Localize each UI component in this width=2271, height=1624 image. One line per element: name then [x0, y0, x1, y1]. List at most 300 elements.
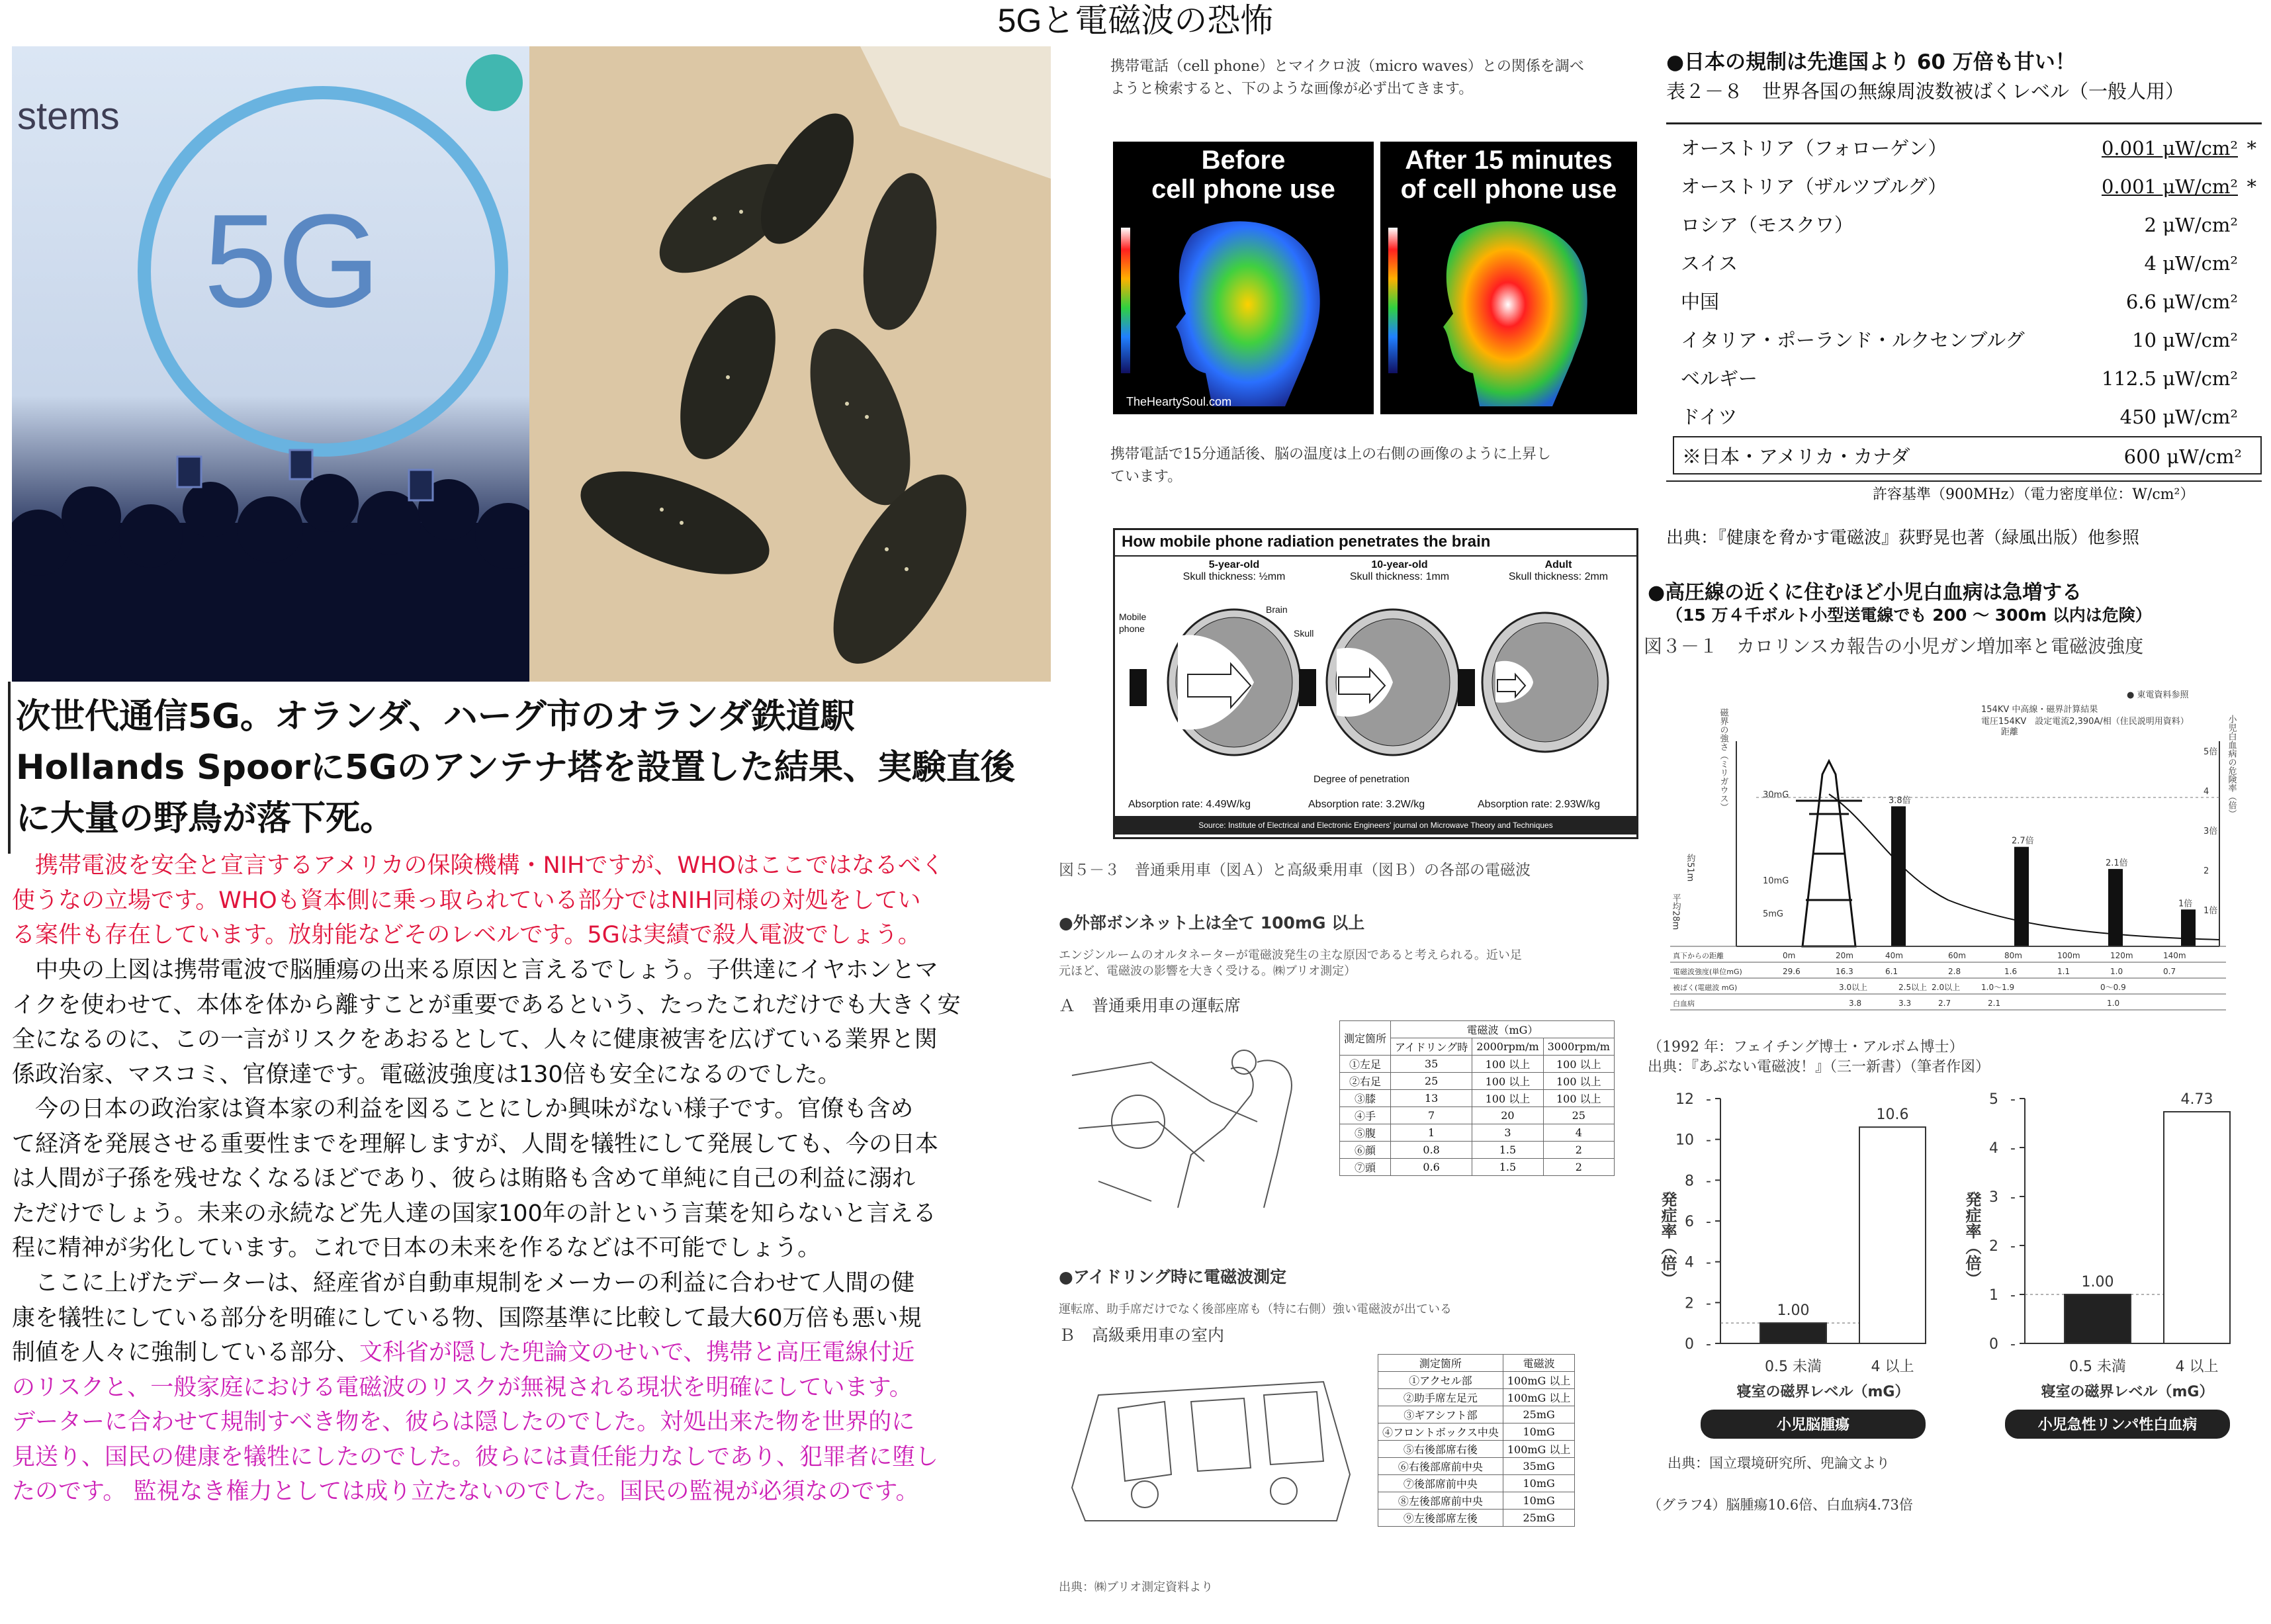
absorption-rate-1: Absorption rate: 4.49W/kg — [1128, 799, 1251, 810]
text-line: 全になるのに、この一言がリスクをあおるとして、人々に健康被害を広げている業界と関 — [12, 1026, 938, 1053]
table-cell: ②助手席左足元 — [1378, 1389, 1503, 1406]
idling-note: 運転席、助手席だけでなく後部座席も（特に右側）強い電磁波が出ている — [1059, 1302, 1452, 1316]
table-row — [1340, 1090, 1615, 1107]
right-tick-label: 2 — [2204, 866, 2209, 876]
table-row — [1340, 1159, 1615, 1176]
x-tick-label: 4 以上 — [2175, 1359, 2219, 1375]
bonnet-heading: ●外部ボンネット上は全て 100mG 以上 — [1059, 913, 1365, 932]
right-tick-label: 1倍 — [2204, 906, 2218, 916]
y-tick-label: 0 — [1989, 1336, 1998, 1353]
table-row — [1378, 1406, 1575, 1423]
y-tick-dash: - — [1706, 1214, 1711, 1230]
table-row — [1378, 1423, 1575, 1441]
table-a — [1339, 1020, 1615, 1176]
power-tower-icon — [1796, 761, 1862, 946]
skull-label: Skull — [1294, 628, 1314, 639]
y-tick-dash: - — [2010, 1189, 2016, 1206]
table-cell: 10mG — [1503, 1492, 1575, 1510]
fig-3-1-caption: 図３－１ カロリンスカ報告の小児ガン増加率と電磁波強度 — [1644, 635, 2144, 657]
text-line: 今の日本の政治家は資本家の利益を図ることにしか興味がない様子です。官僚も含め — [12, 1096, 914, 1122]
distance-cell: 80m — [2004, 951, 2022, 960]
skull-label: Skull thickness: 1mm — [1349, 571, 1450, 582]
y-tick-label: 5 — [1989, 1091, 1998, 1108]
exposure-value: 450 μW/cm² — [2119, 406, 2238, 428]
table-cell: ⑦後部席前中央 — [1378, 1475, 1503, 1492]
text-line: て経済を発展させる重要性までを理解しますが、人間を犠牲にして発展しても、今の日本 — [12, 1130, 939, 1157]
title-line: After 15 minutes — [1405, 146, 1613, 175]
divider — [1115, 555, 1636, 557]
section-b-heading: Ｂ 高級乗用車の室内 — [1059, 1326, 1225, 1345]
risk-bar-label: 3.8倍 — [1889, 795, 1911, 806]
y-tick-label: 10 — [1675, 1132, 1694, 1149]
brain-source: Source: Institute of Electrical and Electronic Engineers' journal on Microwave Theory and Techniques — [1115, 816, 1636, 835]
table-row — [1340, 1142, 1615, 1159]
distance-cell: 60m — [1948, 951, 1966, 960]
table-cell: 100 以上 — [1472, 1090, 1543, 1107]
risk-bar-label: 1倍 — [2178, 899, 2193, 909]
table-row — [1378, 1458, 1575, 1475]
y-tick-label: 4 — [1685, 1254, 1694, 1271]
regulation-source: 出典：『健康を脅かす電磁波』荻野晃也著（緑風出版）他参照 — [1666, 528, 2140, 548]
table-row — [1378, 1492, 1575, 1510]
y-tick-dash: - — [2010, 1091, 2016, 1108]
leukemia-cell: 1.0 — [2107, 999, 2120, 1008]
exposure-value: 2 μW/cm² — [2144, 214, 2238, 236]
text-line: ています。 — [1110, 469, 1182, 485]
chart-source: 出典：国立環境研究所、兜論文より — [1668, 1455, 1890, 1471]
table-row — [1378, 1372, 1575, 1389]
country-name: ※日本・アメリカ・カナダ — [1682, 445, 1910, 468]
bonnet-note — [1059, 948, 1522, 979]
table-row — [1378, 1510, 1575, 1527]
table-cell: ⑨左後部席左後 — [1378, 1510, 1503, 1527]
label-line: phone — [1119, 623, 1145, 634]
text-line: エンジンルームのオルタネーターが電磁波発生の主な原因であると考えられる。近い足 — [1059, 948, 1522, 962]
regulation-table — [1666, 129, 2262, 480]
table-cell: 25 — [1391, 1073, 1472, 1090]
citation-2: 出典：『あぶない電磁波！』（三一新書）（筆者作図） — [1648, 1059, 1990, 1075]
exposure-value: 600 μW/cm² — [2123, 445, 2242, 468]
brain-label: Brain — [1266, 604, 1288, 615]
power-line-chart — [1670, 688, 2252, 1019]
table-cell: 100 以上 — [1543, 1073, 1614, 1090]
text-line: る案件も存在しています。放射能などそのレベルです。5Gは実績で殺人電波でしょう。 — [12, 922, 921, 948]
text-line: イクを使わせて、本体を体から離すことが重要であるという、たったこれだけでも大きく安 — [12, 991, 961, 1018]
leukemia-cell: 3.8 — [1849, 999, 1862, 1008]
table-cell: 25mG — [1503, 1406, 1575, 1423]
y-tick-dash: - — [1706, 1336, 1711, 1353]
table-cell: 13 — [1391, 1090, 1472, 1107]
table-top-rule — [1666, 122, 2262, 124]
paragraph-brain-tumor — [12, 953, 1031, 1092]
mg-label: 30mG — [1763, 790, 1789, 800]
text-line: ここに上げたデーターは、経産省が自動車規制をメーカーの利益に合わせて人間の健 — [12, 1270, 915, 1296]
mg-cell: 16.3 — [1836, 967, 1853, 976]
table-cell: 4 — [1543, 1124, 1614, 1142]
audience-silhouette — [12, 443, 529, 682]
table-cell: 2 — [1543, 1159, 1614, 1176]
y-tick-dash: - — [1706, 1254, 1711, 1271]
distance-label: 距離 — [2001, 727, 2019, 737]
x-tick-label: 0.5 未満 — [1765, 1359, 1822, 1375]
thermo-before-image — [1113, 142, 1374, 414]
regulation-row — [1681, 244, 2256, 283]
y-tick-dash: - — [1706, 1091, 1711, 1108]
exposure-value: 0.001 μW/cm² — [2101, 137, 2238, 159]
paragraph-politicians — [12, 1092, 1031, 1266]
table-cell: 100 以上 — [1543, 1090, 1614, 1107]
table-cell: ②右足 — [1340, 1073, 1391, 1090]
mg-label: 5mG — [1763, 909, 1784, 919]
text-line-highlight: たのです。 監視なき権力としては成り立たないのでした。国民の監視が必須なのです。 — [12, 1478, 919, 1505]
country-name: 中国 — [1681, 291, 1720, 313]
table-row — [1378, 1389, 1575, 1406]
citation-1: （1992 年：フェイチング博士・アルボム博士） — [1648, 1039, 1964, 1056]
table-cell: 0.6 — [1391, 1159, 1472, 1176]
table-cell: ⑧左後部席前中央 — [1378, 1492, 1503, 1510]
table-row — [1378, 1441, 1575, 1458]
risk-bar — [2108, 869, 2123, 946]
idling-heading: ●アイドリング時に電磁波測定 — [1059, 1267, 1287, 1286]
table-header: アイドリング時 — [1391, 1038, 1472, 1056]
y-tick-dash: - — [2010, 1140, 2016, 1157]
x-tick-label: 4 以上 — [1871, 1359, 1914, 1375]
car-source: 出典：㈱ブリオ測定資料より — [1059, 1580, 1214, 1594]
exposure-cell: 0～0.9 — [2100, 983, 2126, 992]
leukemia-bar-chart — [1952, 1079, 2256, 1449]
right-tick-label: 3倍 — [2204, 827, 2218, 836]
right-tick-label: 5倍 — [2204, 747, 2218, 757]
y-axis-label: 発症率（倍） — [1658, 1191, 1677, 1286]
chart-title: 小児脳腫瘍 — [1776, 1417, 1850, 1433]
table-bottom-rule — [1666, 480, 2262, 482]
title-line: Before — [1201, 146, 1286, 175]
leukemia-subheading: （15 万４千ボルト小型送電線でも 200 ～ 300m 以内は危険） — [1666, 606, 2152, 625]
skull-label: Skull thickness: 2mm — [1508, 571, 1609, 582]
brain-tumor-bar-chart — [1648, 1079, 1945, 1449]
caption-line: 次世代通信5G。オランダ、ハーグ市のオランダ鉄道駅 — [16, 697, 855, 737]
regulation-row — [1681, 359, 2256, 398]
text-line: 携帯電波を安全と宣言するアメリカの保険機構・NIHですが、WHOはここではなるべく — [12, 852, 944, 879]
mg-label: 10mG — [1763, 876, 1789, 886]
regulation-row — [1681, 167, 2256, 206]
distance-cell: 140m — [2163, 951, 2186, 960]
caption-line: Hollands Spoorに5Gのアンテナ塔を設置した結果、実験直後 — [16, 748, 1015, 788]
regulation-row — [1681, 283, 2256, 321]
middle-intro — [1110, 56, 1640, 101]
text-line: 元ほど、電磁波の影響を大きく受ける。㈱ブリオ測定） — [1059, 964, 1357, 978]
regulation-row — [1681, 206, 2256, 244]
distance-cell: 120m — [2110, 951, 2133, 960]
data-label: 10.6 — [1876, 1106, 1909, 1124]
country-name: オーストリア（フォローゲン） — [1681, 137, 1947, 159]
table-cell: 3 — [1472, 1124, 1543, 1142]
risk-bar — [1891, 806, 1906, 946]
table-header: 電磁波 — [1503, 1355, 1575, 1372]
exposure-cell: 1.0～1.9 — [1981, 983, 2015, 992]
chart-note: 154KV 中高線・磁界計算結果 — [1981, 705, 2098, 715]
thermo-before-title — [1113, 146, 1374, 204]
distance-cell: 40m — [1885, 951, 1903, 960]
table-cell: ④フロントボックス中央 — [1378, 1423, 1503, 1441]
data-label: 1.00 — [1777, 1302, 1810, 1320]
table-cell: 10mG — [1503, 1475, 1575, 1492]
data-label: 1.00 — [2081, 1274, 2114, 1290]
5g-logo-text: 5G — [204, 187, 380, 335]
table-header: 電磁波（mG） — [1391, 1021, 1615, 1038]
risk-bar — [2181, 909, 2196, 946]
degree-label: Degree of penetration — [1314, 774, 1410, 785]
caption-rule — [8, 682, 11, 854]
leukemia-cell: 2.1 — [1988, 999, 2001, 1008]
table-cell: 0.8 — [1391, 1142, 1472, 1159]
regulation-note: 許容基準（900MHz）（電力密度単位：W/cm²） — [1873, 486, 2195, 503]
exposure-value: 6.6 μW/cm² — [2125, 291, 2238, 313]
table-cell: 25mG — [1503, 1510, 1575, 1527]
star-mark: * — [2247, 175, 2256, 198]
y-tick-label: 2 — [1685, 1295, 1694, 1312]
regulation-table-title: 表２－８ 世界各国の無線周波数被ばくレベル（一般人用） — [1666, 80, 2185, 103]
table-row — [1340, 1073, 1615, 1090]
table-cell: ⑥顔 — [1340, 1142, 1391, 1159]
tower-height-label: 約51m — [1685, 854, 1695, 882]
exposure-value: 10 μW/cm² — [2132, 329, 2238, 351]
table-cell: 1 — [1391, 1124, 1472, 1142]
table-row-label: 白血病 — [1673, 999, 1695, 1008]
brain-col-3 — [1492, 559, 1625, 583]
y-tick-dash: - — [1706, 1173, 1711, 1190]
chart-title: 小児急性リンパ性白血病 — [2037, 1417, 2198, 1433]
regulation-row — [1673, 436, 2262, 474]
stage-banner-text: stems — [17, 95, 120, 138]
brain-penetration-figure — [1113, 528, 1638, 839]
table-cell: ③膝 — [1340, 1090, 1391, 1107]
table-b — [1378, 1354, 1575, 1527]
brain-col-2 — [1333, 559, 1466, 583]
y-axis-label-right: 小児白血病の危険率（倍） — [2226, 715, 2237, 818]
table-cell: 35mG — [1503, 1458, 1575, 1475]
age-label: 10-year-old — [1371, 559, 1428, 570]
table-cell: ⑦頭 — [1340, 1159, 1391, 1176]
skull-diagrams — [1115, 590, 1636, 788]
data-bar — [2164, 1112, 2230, 1343]
age-label: Adult — [1544, 559, 1572, 570]
table-header: 2000rpm/m — [1472, 1038, 1543, 1056]
y-tick-label: 8 — [1685, 1173, 1694, 1190]
mg-cell: 6.1 — [1885, 967, 1898, 976]
text-line: 使うなの立場です。WHOも資本側に乗っ取られている部分ではNIH同様の対処をしてい — [12, 887, 921, 914]
y-tick-label: 2 — [1989, 1238, 1998, 1255]
thermo-after-title — [1380, 146, 1637, 204]
car-b-interior-sketch — [1059, 1355, 1364, 1534]
exposure-value: 4 μW/cm² — [2144, 252, 2238, 275]
data-label: 4.73 — [2180, 1091, 2213, 1108]
exposure-value: 112.5 μW/cm² — [2101, 367, 2238, 390]
table-row — [1340, 1056, 1615, 1073]
mg-cell: 29.6 — [1783, 967, 1801, 976]
label-line: Mobile — [1119, 611, 1147, 622]
y-tick-label: 6 — [1685, 1214, 1694, 1230]
table-cell: 10mG — [1503, 1423, 1575, 1441]
leukemia-cell: 2.7 — [1938, 999, 1951, 1008]
table-cell: ⑤腹 — [1340, 1124, 1391, 1142]
distance-cell: 0m — [1783, 951, 1796, 960]
distance-cell: 20m — [1836, 951, 1853, 960]
y-axis-label: 発症率（倍） — [1963, 1191, 1981, 1286]
text-line: 携帯電話で15分通話後、脳の温度は上の右側の画像のように上昇し — [1110, 446, 1551, 463]
photo-caption — [16, 692, 1048, 844]
text-line-highlight: 見送り、国民の健康を犠牲にしたのでした。彼らには責任能力なしであり、犯罪者に堕し — [12, 1443, 939, 1470]
y-tick-label: 4 — [1989, 1140, 1998, 1157]
x-tick-label: 0.5 未満 — [2069, 1359, 2126, 1375]
y-tick-label: 3 — [1989, 1189, 1998, 1206]
y-tick-label: 12 — [1675, 1091, 1694, 1108]
table-row-label: 電磁波強度(単位mG) — [1673, 968, 1742, 976]
mg-cell: 2.8 — [1948, 967, 1961, 976]
regulation-row — [1681, 129, 2256, 167]
chart-note: 電圧154KV 設定電流2,390A/相（住民説明用資料） — [1981, 717, 2189, 727]
text-span: 制値を人々に強制している部分、 — [12, 1339, 360, 1366]
text-line-highlight: データーに合わせて規制すべき物を、彼らは隠したのでした。対処出来た物を世界的に — [12, 1409, 915, 1435]
mg-cell: 1.1 — [2057, 967, 2071, 976]
table-cell: ④手 — [1340, 1107, 1391, 1124]
mg-cell: 1.0 — [2110, 967, 2123, 976]
table-row — [1340, 1124, 1615, 1142]
thermo-after-image — [1380, 142, 1637, 414]
table-cell: ①アクセル部 — [1378, 1372, 1503, 1389]
y-tick-dash: - — [2010, 1287, 2016, 1304]
right-tick-label: 4 — [2204, 787, 2209, 797]
table-cell: 20 — [1472, 1107, 1543, 1124]
text-line: 中央の上図は携帯電波で脳腫瘍の出来る原因と言えるでしょう。子供達にイヤホンとマ — [12, 957, 938, 983]
y-axis-label-left: 磁界の強さ（ミリガウス） — [1718, 708, 1728, 811]
star-mark: * — [2247, 137, 2256, 159]
table-cell: 100 以上 — [1543, 1056, 1614, 1073]
absorption-rate-3: Absorption rate: 2.93W/kg — [1478, 799, 1600, 810]
absorption-rate-2: Absorption rate: 3.2W/kg — [1308, 799, 1425, 810]
car-a-interior-sketch — [1059, 1022, 1323, 1221]
text-line-highlight: のリスクと、一般家庭における電磁波のリスクが無視される現状を明確にしています。 — [12, 1374, 913, 1401]
watermark-text: TheHeartySoul.com — [1126, 395, 1232, 408]
country-name: ドイツ — [1681, 406, 1738, 428]
exposure-value: 0.001 μW/cm² — [2101, 175, 2238, 198]
text-line: ただけでしょう。未来の永続など先人達の国家100年の計という言葉を知らないと言える — [12, 1200, 936, 1227]
table-cell: 100 以上 — [1472, 1056, 1543, 1073]
thermo-before-head — [1113, 208, 1374, 414]
table-cell: 100mG 以上 — [1503, 1441, 1575, 1458]
data-bar — [2065, 1294, 2131, 1343]
table-cell: 100mG 以上 — [1503, 1389, 1575, 1406]
mg-cell: 1.6 — [2004, 967, 2018, 976]
table-cell: ⑥右後部席前中央 — [1378, 1458, 1503, 1475]
logo-icon — [466, 54, 523, 111]
table-cell: 25 — [1543, 1107, 1614, 1124]
age-label: 5-year-old — [1208, 559, 1260, 570]
leukemia-heading: ●高圧線の近くに住むほど小児白血病は急増する — [1648, 581, 2082, 604]
table-row — [1340, 1107, 1615, 1124]
fig-5-3-caption: 図５－３ 普通乗用車（図Ａ）と高級乗用車（図Ｂ）の各部の電磁波 — [1059, 862, 1531, 879]
section-a-heading: Ａ 普通乗用車の運転席 — [1059, 996, 1241, 1015]
table-header: 3000rpm/m — [1543, 1038, 1614, 1056]
country-name: スイス — [1681, 252, 1738, 275]
table-cell: ⑤右後部席右後 — [1378, 1441, 1503, 1458]
dead-birds-photo — [529, 46, 1051, 682]
risk-bar-label: 2.7倍 — [2012, 836, 2034, 846]
text-line: ようと検索すると、下のような画像が必ず出てきます。 — [1110, 81, 1474, 97]
y-tick-label: 1 — [1989, 1287, 1998, 1304]
thermo-note — [1110, 443, 1640, 488]
country-name: イタリア・ポーランド・ルクセンブルグ — [1681, 329, 2025, 351]
distance-cell: 100m — [2057, 951, 2080, 960]
table-cell: 100 以上 — [1472, 1073, 1543, 1090]
mg-cell: 0.7 — [2163, 967, 2176, 976]
table-cell: 1.5 — [1472, 1159, 1543, 1176]
paragraph-nih-who — [12, 848, 1031, 953]
chart-note: ● 東電資料参照 — [2127, 690, 2189, 700]
page-title: 5Gと電磁波の恐怖 — [997, 2, 1274, 39]
exposure-cell: 2.5以上 — [1898, 983, 1928, 992]
text-line: 康を犠牲にしている部分を明確にしている物、国際基準に比較して最大60万倍も悪い規 — [12, 1304, 922, 1331]
x-axis-label: 寝室の磁界レベル（mG） — [1736, 1384, 1910, 1400]
table-cell: 100mG 以上 — [1503, 1372, 1575, 1389]
table-row-label: 真下からの距離 — [1673, 952, 1724, 960]
text-line: 携帯電話（cell phone）とマイクロ波（micro waves）との関係を調べ — [1110, 58, 1584, 75]
text-line: は人間が子孫を残せなくなるほどであり、彼らは賄賂も含めて単純に自己の利益に溺れ — [12, 1165, 916, 1192]
text-line: 係政治家、マスコミ、官僚達です。電磁波強度は130倍も安全になるのでした。 — [12, 1061, 841, 1088]
exposure-cell: 2.0以上 — [1932, 983, 1961, 992]
table-cell: 35 — [1391, 1056, 1472, 1073]
table-cell: 7 — [1391, 1107, 1472, 1124]
5g-stage-photo — [12, 46, 529, 682]
country-name: ロシア（モスクワ） — [1681, 214, 1854, 236]
regulation-heading: ●日本の規制は先進国より 60 万倍も甘い！ — [1666, 50, 2076, 74]
table-header: 測定箇所 — [1340, 1021, 1391, 1056]
data-bar — [1859, 1127, 1926, 1343]
title-line: cell phone use — [1151, 175, 1335, 204]
exposure-cell: 3.0以上 — [1839, 983, 1868, 992]
country-name: オーストリア（ザルツブルグ） — [1681, 175, 1947, 198]
country-name: ベルギー — [1681, 367, 1758, 390]
regulation-row — [1681, 321, 2256, 359]
table-row — [1378, 1475, 1575, 1492]
thermo-after-head — [1380, 208, 1637, 414]
avg-height-label: 平均28m — [1670, 893, 1681, 930]
brain-figure-title: How mobile phone radiation penetrates the brain — [1122, 533, 1491, 551]
x-axis-label: 寝室の磁界レベル（mG） — [2041, 1384, 2214, 1400]
news-photo — [12, 46, 1051, 682]
risk-bar — [2014, 847, 2029, 946]
text-span-highlight: 文科省が隠した兜論文のせいで、携帯と高圧電線付近 — [359, 1339, 915, 1366]
data-bar — [1760, 1323, 1826, 1343]
leukemia-cell: 3.3 — [1898, 999, 1912, 1008]
regulation-row — [1681, 398, 2256, 436]
table-row-label: 被ばく(電磁波 mG) — [1673, 983, 1738, 992]
title-line: of cell phone use — [1400, 175, 1617, 204]
table-cell: 1.5 — [1472, 1142, 1543, 1159]
table-cell: ①左足 — [1340, 1056, 1391, 1073]
y-tick-dash: - — [1706, 1295, 1711, 1312]
y-tick-dash: - — [1706, 1132, 1711, 1149]
graph4-caption: （グラフ4）脳腫瘍10.6倍、白血病4.73倍 — [1648, 1497, 1913, 1513]
paragraph-data-summary — [12, 1266, 1031, 1510]
y-tick-dash: - — [2010, 1238, 2016, 1255]
table-cell: ③ギアシフト部 — [1378, 1406, 1503, 1423]
caption-line: に大量の野鳥が落下死。 — [16, 799, 395, 838]
skull-label: Skull thickness: ½mm — [1182, 571, 1286, 582]
table-cell: 2 — [1543, 1142, 1614, 1159]
y-tick-dash: - — [2010, 1336, 2016, 1353]
text-line: 程に精神が劣化しています。これで日本の未来を作るなどは不可能でしょう。 — [12, 1235, 821, 1261]
